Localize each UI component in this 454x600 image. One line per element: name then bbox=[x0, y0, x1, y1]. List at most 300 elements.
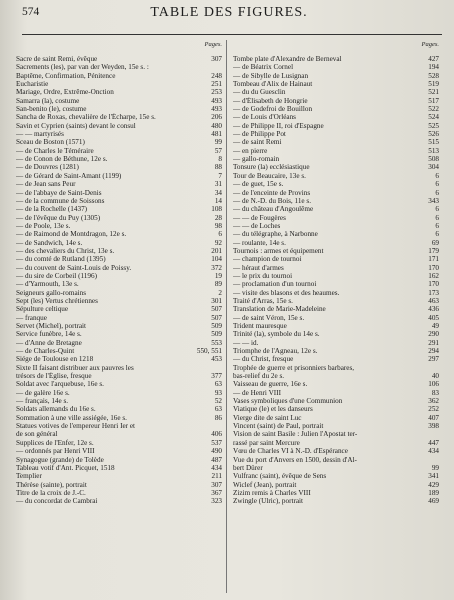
entry-label: Titre de la croix de J.-C. bbox=[16, 488, 86, 497]
entry-label: Translation de Marie-Madeleine bbox=[233, 305, 326, 314]
index-entry bbox=[16, 355, 224, 363]
entry-label: — de l'évêque du Puy (1305) bbox=[16, 213, 101, 222]
entry-page: 434 bbox=[211, 463, 222, 472]
index-entry bbox=[233, 130, 441, 138]
entry-page: 377 bbox=[211, 372, 222, 381]
entry-page: 104 bbox=[211, 255, 222, 264]
index-entry bbox=[16, 305, 224, 313]
entry-label: Triomphe de l'Agneau, 12e s. bbox=[233, 347, 318, 356]
entry-label: — franque bbox=[16, 313, 47, 322]
entry-label: Vœu de Charles VI à N.-D. d'Espérance bbox=[233, 447, 348, 456]
index-entry bbox=[16, 372, 224, 380]
entry-label: Sept (les) Vertus chrétiennes bbox=[16, 296, 98, 305]
entry-label: Tour de Beaucaire, 13e s. bbox=[233, 171, 306, 180]
entry-page: 189 bbox=[428, 488, 439, 497]
entry-page: 6 bbox=[435, 230, 439, 239]
entry-page: 398 bbox=[428, 422, 439, 431]
entry-page: 162 bbox=[428, 271, 439, 280]
entry-label: — de Douvres (1281) bbox=[16, 163, 79, 172]
index-entry bbox=[233, 355, 441, 363]
entry-label: — de saint Véron, 15e s. bbox=[233, 313, 305, 322]
entry-label: Tableau votif d'Ant. Picquet, 1518 bbox=[16, 463, 115, 472]
index-entry bbox=[16, 88, 224, 96]
entry-label: — de Gérard de Saint-Amant (1199) bbox=[16, 171, 122, 180]
index-entry bbox=[16, 122, 224, 130]
entry-page: 99 bbox=[214, 138, 222, 147]
entry-label: Sancha de Roxas, chevalière de l'Écharpe, 15e s. bbox=[16, 113, 156, 122]
entry-label: — de Philippe II, roi d'Espagne bbox=[233, 121, 324, 130]
entry-label: Service funèbre, 14e s. bbox=[16, 330, 82, 339]
index-entry bbox=[16, 339, 224, 347]
entry-label: Tonsure (la) ecclésiastique bbox=[233, 163, 310, 172]
entry-label: — roulante, 14e s. bbox=[233, 238, 286, 247]
entry-label: Traité d'Arras, 15e s. bbox=[233, 296, 293, 305]
index-entry bbox=[233, 80, 441, 88]
index-entry bbox=[16, 456, 224, 464]
entry-label: Sacre de saint Remi, évêque bbox=[16, 55, 98, 63]
entry-page: 252 bbox=[428, 405, 439, 414]
entry-label: — de galère 16e s. bbox=[16, 388, 70, 397]
entry-page: 98 bbox=[214, 221, 222, 230]
index-entry bbox=[233, 430, 441, 438]
index-entry bbox=[233, 389, 441, 397]
entry-page: 28 bbox=[214, 213, 222, 222]
entry-label: Vincent (saint) de Paul, portrait bbox=[233, 422, 324, 431]
entry-page: 307 bbox=[211, 480, 222, 489]
entry-page: 304 bbox=[428, 163, 439, 172]
index-entry bbox=[233, 297, 441, 305]
index-entry bbox=[16, 105, 224, 113]
entry-label: — visite des blasons et des heaumes. bbox=[233, 288, 340, 297]
entry-label: Viatique (le) et les danseurs bbox=[233, 405, 313, 414]
index-entry bbox=[16, 72, 224, 80]
entry-label: Zwingle (Ulric), portrait bbox=[233, 497, 304, 506]
entry-label: Vierge dite de saint Luc bbox=[233, 413, 302, 422]
entry-label: Trophée de guerre et prisonniers barbares, bbox=[233, 363, 355, 372]
index-entry bbox=[16, 55, 224, 63]
entry-label: Tombe plate d'Alexandre de Berneval bbox=[233, 55, 342, 63]
entry-label: Mariage, Ordre, Extrême-Onction bbox=[16, 88, 114, 97]
index-entry bbox=[16, 364, 224, 372]
index-entry bbox=[16, 472, 224, 480]
entry-label: Zizim remis à Charles VIII bbox=[233, 488, 311, 497]
index-entry bbox=[16, 405, 224, 413]
index-entry bbox=[233, 113, 441, 121]
index-entry bbox=[16, 97, 224, 105]
index-entry bbox=[233, 489, 441, 497]
entry-page: 253 bbox=[211, 88, 222, 97]
index-entry bbox=[16, 347, 224, 355]
index-entry bbox=[16, 138, 224, 146]
index-entry bbox=[233, 456, 441, 464]
index-entry bbox=[233, 414, 441, 422]
entry-label: Soldat avec l'arquebuse, 16e s. bbox=[16, 380, 104, 389]
entry-page: 52 bbox=[214, 397, 222, 406]
entry-page: 290 bbox=[428, 330, 439, 339]
index-entry bbox=[233, 314, 441, 322]
index-entry bbox=[16, 197, 224, 205]
entry-label: Servet (Michel), portrait bbox=[16, 322, 87, 330]
entry-page: 40 bbox=[431, 372, 439, 381]
entry-page: 2 bbox=[218, 288, 222, 297]
entry-page: 528 bbox=[428, 71, 439, 80]
index-entry bbox=[233, 422, 441, 430]
entry-label: — gallo-romain bbox=[233, 155, 280, 164]
entry-label: Trinité (la), symbole du 14e s. bbox=[233, 330, 320, 339]
entry-label: Sacrements (les), par van der Weyden, 15e s. : bbox=[16, 63, 149, 72]
entry-label: — ordonnés par Henri VIII bbox=[16, 447, 95, 456]
entry-page: 407 bbox=[428, 413, 439, 422]
entry-page: 434 bbox=[428, 447, 439, 456]
index-entry bbox=[233, 372, 441, 380]
entry-page: 83 bbox=[431, 388, 439, 397]
entry-label: — du sire de Corbeil (1196) bbox=[16, 271, 97, 280]
index-entry bbox=[16, 147, 224, 155]
entry-page: 49 bbox=[431, 322, 439, 330]
entry-label: Vision de saint Basile : Julien l'Apostat ter- bbox=[233, 430, 358, 439]
entry-page: 31 bbox=[214, 180, 222, 189]
entry-page: 343 bbox=[428, 196, 439, 205]
entry-page: 170 bbox=[428, 280, 439, 289]
index-entry bbox=[233, 155, 441, 163]
index-entry bbox=[233, 163, 441, 171]
entry-page: 525 bbox=[428, 121, 439, 130]
column-separator bbox=[226, 40, 227, 593]
entry-page: 515 bbox=[428, 138, 439, 147]
index-entry bbox=[233, 305, 441, 313]
entry-page: 405 bbox=[428, 313, 439, 322]
entry-label: — de Charles-Quint bbox=[16, 347, 75, 356]
index-entry bbox=[16, 255, 224, 263]
index-entry bbox=[16, 464, 224, 472]
entry-page: 362 bbox=[428, 397, 439, 406]
entry-label: Vulfranc (saint), évêque de Sens bbox=[233, 472, 327, 481]
entry-label: — en pierre bbox=[233, 146, 268, 155]
entry-label: — d'Anne de Bretagne bbox=[16, 338, 82, 347]
index-entry bbox=[16, 380, 224, 388]
entry-label: Sommation à une ville assiégée, 16e s. bbox=[16, 413, 127, 422]
entry-page: 291 bbox=[428, 338, 439, 347]
index-entry bbox=[16, 272, 224, 280]
entry-label: — de guet, 15e s. bbox=[233, 180, 284, 189]
entry-label: — français, 14e s. bbox=[16, 397, 69, 406]
entry-page: 14 bbox=[214, 196, 222, 205]
entry-page: 427 bbox=[428, 55, 439, 63]
index-entry bbox=[233, 397, 441, 405]
entry-page: 509 bbox=[211, 322, 222, 330]
entry-label: — d'Yarmouth, 13e s. bbox=[16, 280, 79, 289]
entry-page: 6 bbox=[218, 230, 222, 239]
entry-page: 507 bbox=[211, 313, 222, 322]
entry-page: 487 bbox=[211, 455, 222, 464]
entry-page: 251 bbox=[211, 80, 222, 89]
entry-label: Vue du port d'Anvers en 1500, dessin d'Al- bbox=[233, 455, 357, 464]
entry-label: — le prix du tournoi bbox=[233, 271, 293, 280]
index-entry bbox=[16, 397, 224, 405]
index-entry bbox=[233, 122, 441, 130]
entry-label: — de Godefroi de Bouillon bbox=[233, 105, 313, 114]
index-entry bbox=[233, 264, 441, 272]
index-entry bbox=[233, 330, 441, 338]
entry-page: 372 bbox=[211, 263, 222, 272]
entry-label: — du comté de Rutland (1395) bbox=[16, 255, 106, 264]
index-entry bbox=[233, 63, 441, 71]
entry-page: 6 bbox=[435, 180, 439, 189]
index-entry bbox=[16, 230, 224, 238]
entry-page: 63 bbox=[214, 405, 222, 414]
entry-page: 490 bbox=[211, 447, 222, 456]
index-entry bbox=[16, 289, 224, 297]
entry-page: 108 bbox=[211, 205, 222, 214]
index-entry bbox=[16, 214, 224, 222]
index-entry bbox=[233, 289, 441, 297]
index-entry bbox=[16, 447, 224, 455]
entry-label: — de la Rochelle (1437) bbox=[16, 205, 88, 214]
entry-page: 297 bbox=[428, 355, 439, 364]
entry-label: — de saint Remi bbox=[233, 138, 282, 147]
entry-page: 69 bbox=[431, 238, 439, 247]
index-entry bbox=[16, 264, 224, 272]
pages-heading-right: Pages. bbox=[421, 41, 439, 48]
entry-page: 171 bbox=[428, 255, 439, 264]
entry-page: 92 bbox=[214, 238, 222, 247]
entry-page: 179 bbox=[428, 246, 439, 255]
entry-label: trésors de l'Église, fresque bbox=[16, 372, 92, 381]
entry-label: — du château d'Angoulême bbox=[233, 205, 314, 214]
entry-label: — de Philippe Pot bbox=[233, 130, 286, 139]
entry-page: 88 bbox=[214, 163, 222, 172]
entry-label: Tombeau d'Alix de Hainaut bbox=[233, 80, 313, 89]
index-entry bbox=[16, 489, 224, 497]
entry-page: 367 bbox=[211, 488, 222, 497]
index-entry bbox=[16, 189, 224, 197]
entry-page: 323 bbox=[211, 497, 222, 506]
index-entry bbox=[233, 55, 441, 63]
page-number: 574 bbox=[22, 6, 40, 18]
index-entry bbox=[233, 239, 441, 247]
index-entry bbox=[16, 247, 224, 255]
index-entry bbox=[16, 430, 224, 438]
entry-page: 6 bbox=[435, 213, 439, 222]
entry-label: bas-relief du 2e s. bbox=[233, 372, 285, 381]
entry-page: 406 bbox=[211, 430, 222, 439]
entry-page: 507 bbox=[211, 305, 222, 314]
entry-page: 493 bbox=[211, 105, 222, 114]
entry-page: 481 bbox=[211, 130, 222, 139]
index-entry bbox=[233, 439, 441, 447]
entry-label: Eucharistie bbox=[16, 80, 49, 89]
entry-label: Statues votives de l'empereur Henri Ier et bbox=[16, 422, 136, 431]
index-entry bbox=[233, 205, 441, 213]
entry-page: 307 bbox=[211, 55, 222, 63]
index-entry bbox=[16, 222, 224, 230]
entry-label: Vaisseau de guerre, 16e s. bbox=[233, 380, 308, 389]
index-entry bbox=[16, 163, 224, 171]
index-entry bbox=[16, 113, 224, 121]
index-entry bbox=[16, 130, 224, 138]
entry-label: Supplices de l'Enfer, 12e s. bbox=[16, 438, 94, 447]
index-entry bbox=[233, 88, 441, 96]
entry-label: bert Dürer bbox=[233, 463, 263, 472]
entry-page: 508 bbox=[428, 155, 439, 164]
entry-label: — de la commune de Soissons bbox=[16, 196, 105, 205]
entry-label: Soldats allemands du 16e s. bbox=[16, 405, 96, 414]
index-entry bbox=[16, 481, 224, 489]
entry-label: Siége de Toulouse en 1218 bbox=[16, 355, 94, 364]
entry-page: 170 bbox=[428, 263, 439, 272]
entry-page: 429 bbox=[428, 480, 439, 489]
page-title: TABLE DES FIGURES. bbox=[150, 5, 308, 20]
entry-label: — de N.-D. du Bois, 11e s. bbox=[233, 196, 311, 205]
index-entry bbox=[16, 180, 224, 188]
entry-page: 34 bbox=[214, 188, 222, 197]
entry-page: 453 bbox=[211, 355, 222, 364]
index-entry bbox=[233, 180, 441, 188]
entry-page: 480 bbox=[211, 121, 222, 130]
entry-page: 436 bbox=[428, 305, 439, 314]
entry-label: Wiclef (Jean), portrait bbox=[233, 480, 297, 489]
index-entry bbox=[233, 472, 441, 480]
index-entry bbox=[233, 272, 441, 280]
entry-label: — du couvent de Saint-Louis de Poissy. bbox=[16, 263, 132, 272]
entry-label: rassé par saint Mercure bbox=[233, 438, 300, 447]
entry-page: 522 bbox=[428, 105, 439, 114]
entry-label: — de Sandwich, 14e s. bbox=[16, 238, 83, 247]
index-entry bbox=[233, 405, 441, 413]
entry-page: 6 bbox=[435, 188, 439, 197]
index-entry bbox=[16, 497, 224, 505]
pages-heading-left: Pages. bbox=[204, 41, 222, 48]
entry-label: Thérèse (sainte), portrait bbox=[16, 480, 87, 489]
entry-page: 550, 551 bbox=[196, 347, 222, 356]
left-column bbox=[16, 41, 224, 506]
entry-label: — des chevaliers du Christ, 13e s. bbox=[16, 246, 115, 255]
entry-label: — de Raimond de Montdragon, 12e s. bbox=[16, 230, 127, 239]
index-entry bbox=[233, 222, 441, 230]
entry-page: 524 bbox=[428, 113, 439, 122]
entry-page: 248 bbox=[211, 71, 222, 80]
entry-page: 86 bbox=[214, 413, 222, 422]
entry-page: 493 bbox=[211, 96, 222, 105]
entry-label: Sépulture celtique bbox=[16, 305, 69, 314]
entry-label: Vases symboliques d'une Communion bbox=[233, 397, 343, 406]
page-header bbox=[22, 5, 436, 23]
index-entry bbox=[233, 97, 441, 105]
entry-page: 57 bbox=[214, 146, 222, 155]
entry-page: 294 bbox=[428, 347, 439, 356]
index-entry bbox=[16, 280, 224, 288]
index-entry bbox=[233, 447, 441, 455]
entry-label: — de l'enceinte de Provins bbox=[233, 188, 311, 197]
entry-label: — — de Fougères bbox=[233, 213, 286, 222]
entry-label: — de Jean sans Peur bbox=[16, 180, 76, 189]
entry-page: 341 bbox=[428, 472, 439, 481]
entry-label: Seigneurs gallo-romains bbox=[16, 288, 87, 297]
index-entry bbox=[233, 497, 441, 505]
entry-page: 173 bbox=[428, 288, 439, 297]
index-entry bbox=[233, 380, 441, 388]
entry-page: 6 bbox=[435, 171, 439, 180]
index-entry bbox=[233, 105, 441, 113]
index-entry bbox=[16, 439, 224, 447]
entry-label: Samarra (la), costume bbox=[16, 96, 80, 105]
entry-page: 509 bbox=[211, 330, 222, 339]
entry-page: 206 bbox=[211, 113, 222, 122]
entry-page: 513 bbox=[428, 146, 439, 155]
entry-label: — proclamation d'un tournoi bbox=[233, 280, 317, 289]
index-entry bbox=[233, 322, 441, 330]
entry-label: Sixte II faisant distribuer aux pauvres les bbox=[16, 363, 134, 372]
index-entry bbox=[233, 230, 441, 238]
entry-page: 99 bbox=[431, 463, 439, 472]
entry-label: Synagogue (grande) de Tolède bbox=[16, 455, 104, 464]
index-entry bbox=[16, 205, 224, 213]
index-entry bbox=[16, 422, 224, 430]
entry-page: 521 bbox=[428, 88, 439, 97]
entry-page: 447 bbox=[428, 438, 439, 447]
entry-label: — de Béatrix Cornel bbox=[233, 63, 294, 72]
entry-page: 19 bbox=[214, 271, 222, 280]
entry-page: 301 bbox=[211, 296, 222, 305]
entry-label: — — martyrisés bbox=[16, 130, 64, 139]
entry-page: 93 bbox=[214, 388, 222, 397]
entry-page: 194 bbox=[428, 63, 439, 72]
entry-page: 106 bbox=[428, 380, 439, 389]
right-column bbox=[233, 41, 441, 506]
index-entry bbox=[233, 255, 441, 263]
entry-label: — d'Élisabeth de Hongrie bbox=[233, 96, 308, 105]
entry-page: 211 bbox=[211, 472, 222, 481]
entry-label: — du concordat de Cambrai bbox=[16, 497, 98, 506]
entry-label: — du Christ, fresque bbox=[233, 355, 294, 364]
entry-label: — de Henri VIII bbox=[233, 388, 281, 397]
index-entry bbox=[16, 155, 224, 163]
entry-page: 8 bbox=[218, 155, 222, 164]
entry-page: 553 bbox=[211, 338, 222, 347]
index-entry bbox=[233, 147, 441, 155]
entry-label: — — id. bbox=[233, 338, 259, 347]
index-entry bbox=[16, 330, 224, 338]
index-entry bbox=[233, 464, 441, 472]
entry-page: 7 bbox=[218, 171, 222, 180]
entry-label: — du du Guesclin bbox=[233, 88, 286, 97]
entry-page: 63 bbox=[214, 380, 222, 389]
entry-label: — champion de tournoi bbox=[233, 255, 302, 264]
entry-page: 537 bbox=[211, 438, 222, 447]
index-entry bbox=[16, 389, 224, 397]
entry-label: — de Louis d'Orléans bbox=[233, 113, 296, 122]
entry-page: 89 bbox=[214, 280, 222, 289]
entry-page: 463 bbox=[428, 296, 439, 305]
index-entry bbox=[233, 197, 441, 205]
entry-label: — de l'abbaye de Saint-Denis bbox=[16, 188, 102, 197]
index-entry bbox=[233, 72, 441, 80]
index-entry bbox=[233, 339, 441, 347]
entry-label: San-benito (le), costume bbox=[16, 105, 87, 114]
entry-page: 201 bbox=[211, 246, 222, 255]
entry-label: Baptême, Confirmation, Pénitence bbox=[16, 71, 116, 80]
entry-label: — de Sibylle de Lusignan bbox=[233, 71, 309, 80]
index-entry bbox=[16, 414, 224, 422]
index-entry bbox=[16, 239, 224, 247]
index-entry bbox=[233, 214, 441, 222]
entry-page: 526 bbox=[428, 130, 439, 139]
entry-label: — de Charles le Téméraire bbox=[16, 146, 94, 155]
index-entry bbox=[16, 172, 224, 180]
index-entry bbox=[233, 280, 441, 288]
index-entry bbox=[233, 247, 441, 255]
entry-label: — — de Loches bbox=[233, 221, 281, 230]
